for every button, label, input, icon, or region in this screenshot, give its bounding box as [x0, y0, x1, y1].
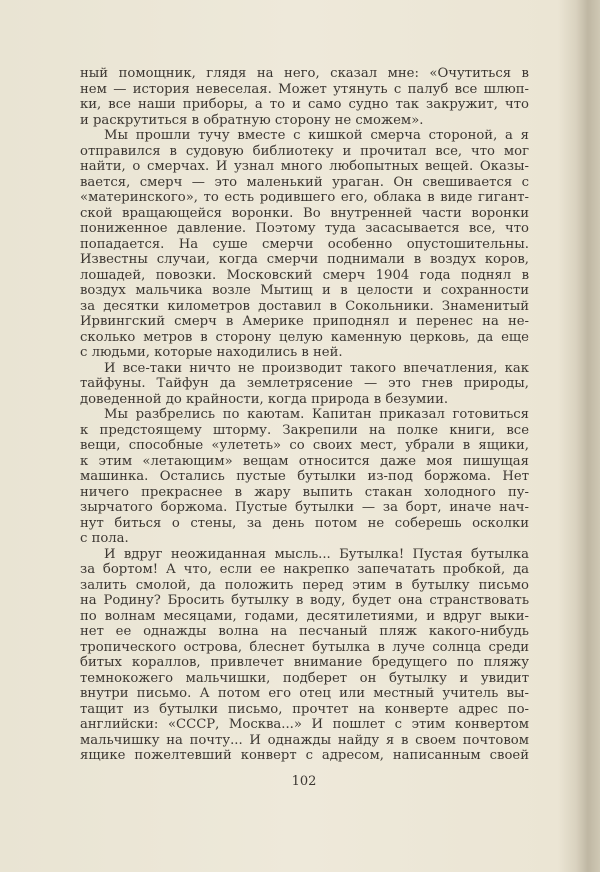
- text-line: воздух мальчика возле Мытищ и в целости и сохранности: [80, 283, 529, 298]
- text-line: вещи, способные «улететь» со своих мест, убрали в ящики,: [80, 438, 529, 453]
- text-line: лошадей, повозки. Московский смерч 1904 года поднял в: [80, 267, 529, 283]
- text-line: попадается. На суше смерчи особенно опустошительны.: [80, 236, 529, 252]
- text-line: «материнского», то есть родившего его, облака в виде гигант-: [80, 190, 529, 205]
- body-text: [80, 66, 529, 764]
- text-line: вается, смерч — это маленький ураган. Он свешивается с: [80, 174, 529, 190]
- text-line: ничего прекраснее в жару выпить стакан холодного пу-: [80, 484, 529, 500]
- text-line: Известны случаи, когда смерчи поднимали в воздух коров,: [80, 252, 529, 267]
- text-line: нем — история невеселая. Может утянуть с палуб все шлюп-: [80, 81, 529, 97]
- text-line: за десятки километров доставил в Сокольники. Знаменитый: [80, 298, 529, 314]
- text-line: к предстоящему шторму. Закрепили на полке книги, все: [80, 422, 529, 438]
- text-line: и раскрутиться в обратную сторону не сможем».: [80, 112, 424, 128]
- text-line: пониженное давление. Поэтому туда засасывается все, что: [80, 221, 529, 236]
- text-line: нут биться о стены, за день потом не соберешь осколки: [80, 515, 529, 531]
- text-line: Ирвингский смерч в Америке приподнял и перенес на не-: [80, 314, 529, 329]
- text-line: ящике пожелтевший конверт с адресом, написанным своей: [80, 748, 529, 763]
- text-line: битых кораллов, привлечет внимание бредущего по пляжу: [80, 655, 529, 670]
- text-line: на Родину? Бросить бутылку в воду, будет она странствовать: [80, 593, 529, 608]
- text-line: И все-таки ничто не производит такого впечатления, как: [104, 360, 529, 376]
- text-line: внутри письмо. А потом его отец или местный учитель вы-: [80, 686, 529, 701]
- text-line: за бортом! А что, если ее накрепко запечатать пробкой, да: [80, 562, 529, 577]
- text-line: мальчишку на почту... И однажды найду я в своем почтовом: [80, 732, 529, 748]
- text-line: сколько метров в сторону целую каменную церковь, да еще: [80, 329, 529, 345]
- text-line: Мы прошли тучу вместе с кишкой смерча стороной, а я: [104, 128, 529, 143]
- text-line: английски: «СССР, Москва...» И пошлет с этим конвертом: [80, 717, 529, 732]
- text-line: с пола.: [80, 531, 129, 546]
- page-number: 102: [291, 774, 317, 789]
- text-line: доведенной до крайности, когда природа в безумии.: [80, 391, 449, 407]
- text-line: к этим «летающим» вещам относится даже моя пишущая: [80, 453, 529, 469]
- text-line: по волнам месяцами, годами, десятилетиями, и вдруг выки-: [80, 608, 529, 624]
- text-line: зырчатого боржома. Пустые бутылки — за борт, иначе нач-: [80, 500, 529, 515]
- text-line: тропического острова, блеснет бутылка в луче солнца среди: [80, 639, 529, 655]
- text-line: ный помощник, глядя на него, сказал мне: «Очутиться в: [80, 66, 529, 81]
- text-line: залить смолой, да положить перед этим в бутылку письмо: [80, 577, 529, 593]
- text-line: Мы разбрелись по каютам. Капитан приказал готовиться: [104, 407, 529, 422]
- text-line: ки, все наши приборы, а то и само судно так закружит, что: [80, 97, 529, 112]
- text-line: нет ее однажды волна на песчаный пляж какого-нибудь: [80, 624, 529, 639]
- text-line: машинка. Остались пустые бутылки из-под боржома. Нет: [80, 469, 529, 484]
- text-line: И вдруг неожиданная мысль... Бутылка! Пустая бутылка: [104, 546, 529, 562]
- text-line: найти, о смерчах. И узнал много любопытных вещей. Оказы-: [80, 159, 529, 174]
- text-line: тащит из бутылки письмо, прочтет на конверте адрес по-: [80, 701, 529, 717]
- text-line: темнокожего мальчишки, подберет он бутылку и увидит: [80, 670, 529, 686]
- text-line: отправился в судовую библиотеку и прочитал все, что мог: [80, 143, 529, 159]
- text-line: тайфуны. Тайфун да землетрясение — это гнев природы,: [80, 376, 529, 391]
- text-line: ской вращающейся воронки. Во внутренней части воронки: [80, 205, 529, 221]
- text-line: с людьми, которые находились в ней.: [80, 345, 343, 360]
